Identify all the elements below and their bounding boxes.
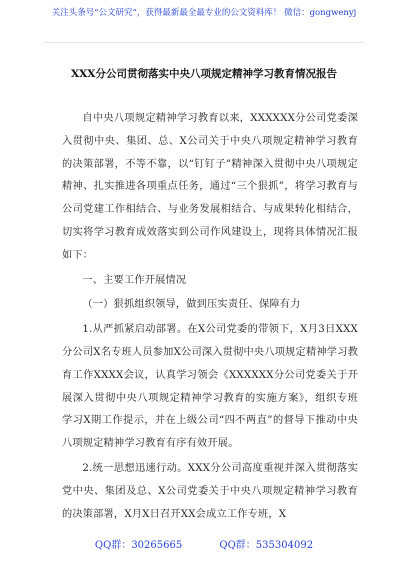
intro-paragraph: 自中央八项规定精神学习教育以来，XXXXXX分公司党委深入贯彻中央、集团、总、X公司关于中央八项规定精神学习教育的决策部署，不等不靠，以“钉钉子”精神深入贯彻中央八项规定精神、扎实推进各项重点任务，通过“三个狠抓”，将学习教育与公司党建工作相结合、与业务发展相结合、与成果转化相结合，切实将学习教育成效落实到公司作风建设上，现将具体情况汇报如下：: [62, 113, 358, 261]
subsection-heading: （一）狠抓组织领导，做到压实责任、保障有力: [82, 299, 301, 311]
section-heading: 一、主要工作开展情况: [82, 274, 187, 286]
document-title: XXX分公司贯彻落实中央八项规定精神学习教育情况报告: [71, 68, 337, 80]
footer-contacts: [0, 536, 408, 551]
qq-group-2: QQ群：535304092: [219, 540, 314, 551]
body-paragraph: 2.统一思想迅速行动。XXX分公司高度重视并深入贯彻落实党中央、集团及总、X公司党委关于中央八项规定精神学习教育的决策部署，X月X日召开XX会成立工作专班，X: [62, 462, 358, 520]
header-divider: [44, 42, 364, 43]
qq-group-1: QQ群：30265665: [94, 540, 183, 551]
header-notice: 关注头条号“公文研究”，获得最新最全最专业的公文资料库！ 微信：gongwenyj: [51, 8, 357, 18]
document-body: [62, 108, 358, 528]
body-paragraph: 1.从严抓紧启动部署。在X公司党委的带领下，X月3日XXX分公司X名专班人员参加X公司深入贯彻中央八项规定精神学习教育工作XXXX会议，认真学习领会《XXXXXX分公司党委关于开展深入贯彻中央八项规定精神学习教育的实施方案》，组织专班学习X期工作提示，并在上级公司“四不两直”的督导下推动中央八项规定精神学习教育有序有效开展。: [62, 324, 358, 450]
